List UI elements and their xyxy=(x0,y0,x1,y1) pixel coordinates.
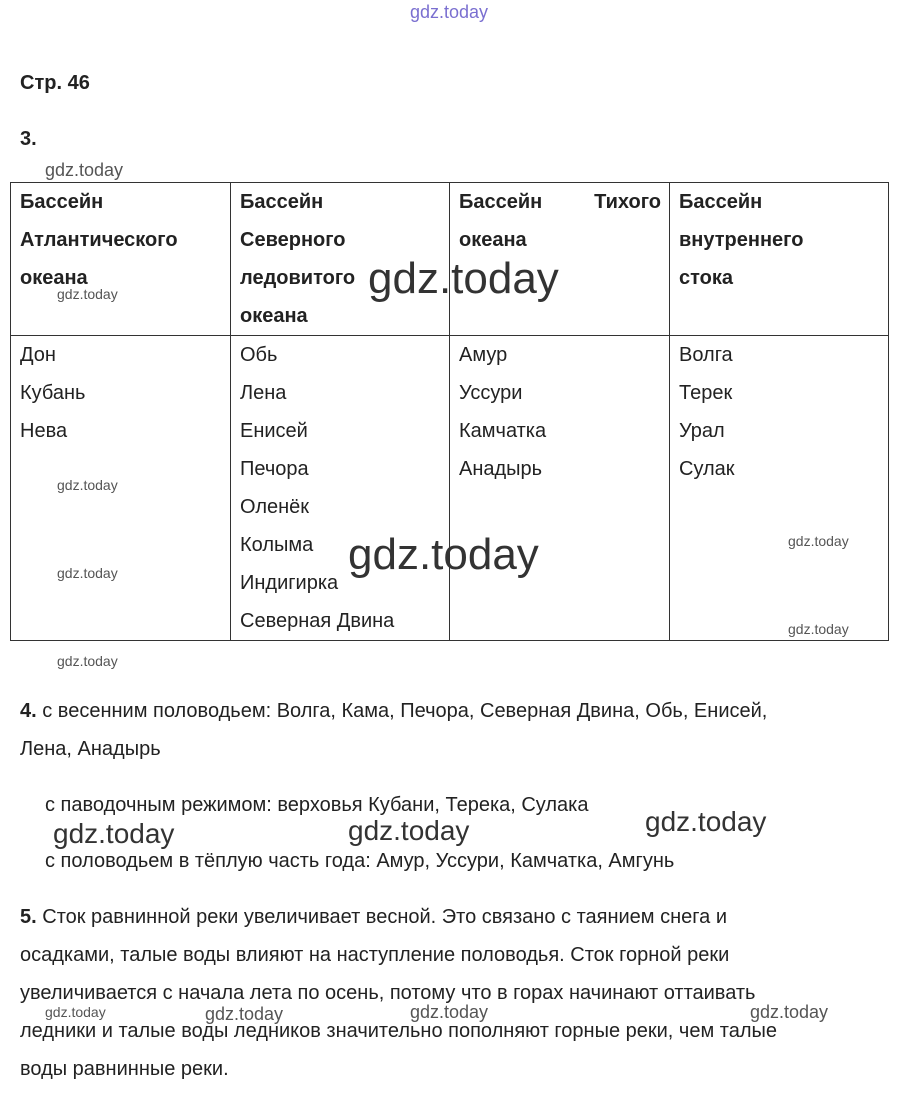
arctic-rivers xyxy=(231,336,450,641)
header-internal: Бассейн внутреннего стока xyxy=(670,183,889,336)
list-item: Енисей xyxy=(240,420,308,442)
list-item: Уссури xyxy=(459,382,523,404)
atlantic-rivers xyxy=(11,336,231,641)
watermark: gdz.today xyxy=(57,565,118,581)
task-5-line-3: увеличивается с начала лета по осень, потому что в горах начинают оттаивать xyxy=(20,982,756,1004)
list-item: Дон xyxy=(20,344,56,366)
header-pacific: Бассейн Тихого океана xyxy=(450,183,670,336)
page-reference: Стр. 46 xyxy=(20,72,90,94)
watermark: gdz.today xyxy=(788,533,849,549)
watermark-top: gdz.today xyxy=(410,2,489,22)
list-item: Кубань xyxy=(20,382,86,404)
watermark: gdz.today xyxy=(788,621,849,637)
watermark: gdz.today xyxy=(57,477,118,493)
list-item: Лена xyxy=(240,382,287,404)
list-item: Печора xyxy=(240,458,309,480)
list-item: Амур xyxy=(459,344,508,366)
list-item: Сулак xyxy=(679,458,735,480)
watermark: gdz.today xyxy=(750,1002,829,1022)
list-item: Северная Двина xyxy=(240,610,395,632)
pacific-rivers xyxy=(450,336,670,641)
task-5-line-4: ледники и талые воды ледников значительно пополняют горные реки, чем талые xyxy=(20,1020,777,1042)
list-item: Терек xyxy=(679,382,733,404)
internal-rivers xyxy=(670,336,889,641)
task-4-line-2: Лена, Анадырь xyxy=(20,738,161,760)
watermark: gdz.today xyxy=(645,806,767,837)
watermark: gdz.today xyxy=(45,160,124,180)
list-item: Камчатка xyxy=(459,420,547,442)
watermark: gdz.today xyxy=(410,1002,489,1022)
list-item: Колыма xyxy=(240,534,314,556)
watermark: gdz.today xyxy=(45,1004,106,1020)
watermark: gdz.today xyxy=(205,1004,284,1024)
list-item: Индигирка xyxy=(240,572,339,594)
task-4-line-1: 4. с весенним половодьем: Волга, Кама, Печора, Северная Двина, Обь, Енисей, xyxy=(20,700,768,722)
list-item: Волга xyxy=(679,344,733,366)
list-item: Нева xyxy=(20,420,68,442)
list-item: Оленёк xyxy=(240,496,310,518)
task-3-number: 3. xyxy=(20,128,37,150)
task-5-line-5: воды равнинные реки. xyxy=(20,1058,229,1080)
header-arctic: Бассейн Северного ледовитого океана xyxy=(231,183,450,336)
header-atlantic: Бассейн Атлантического океана xyxy=(11,183,231,336)
task-5-line-2: осадками, талые воды влияют на наступление половодья. Сток горной реки xyxy=(20,944,730,966)
watermark: gdz.today xyxy=(57,653,118,669)
list-item: Урал xyxy=(679,420,725,442)
table-row xyxy=(11,336,889,641)
list-item: Обь xyxy=(240,344,278,366)
list-item: Анадырь xyxy=(459,458,543,480)
task-4-line-4: с половодьем в тёплую часть года: Амур, Уссури, Камчатка, Амгунь xyxy=(45,850,675,872)
task-4-line-3: с паводочным режимом: верховья Кубани, Терека, Сулака xyxy=(45,794,589,816)
watermark: gdz.today xyxy=(348,815,470,846)
watermark: gdz.today xyxy=(368,254,559,303)
watermark: gdz.today xyxy=(57,286,118,302)
task-5-line-1: 5. Сток равнинной реки увеличивает весной. Это связано с таянием снега и xyxy=(20,906,727,928)
watermark: gdz.today xyxy=(348,530,539,579)
watermark: gdz.today xyxy=(53,818,175,849)
